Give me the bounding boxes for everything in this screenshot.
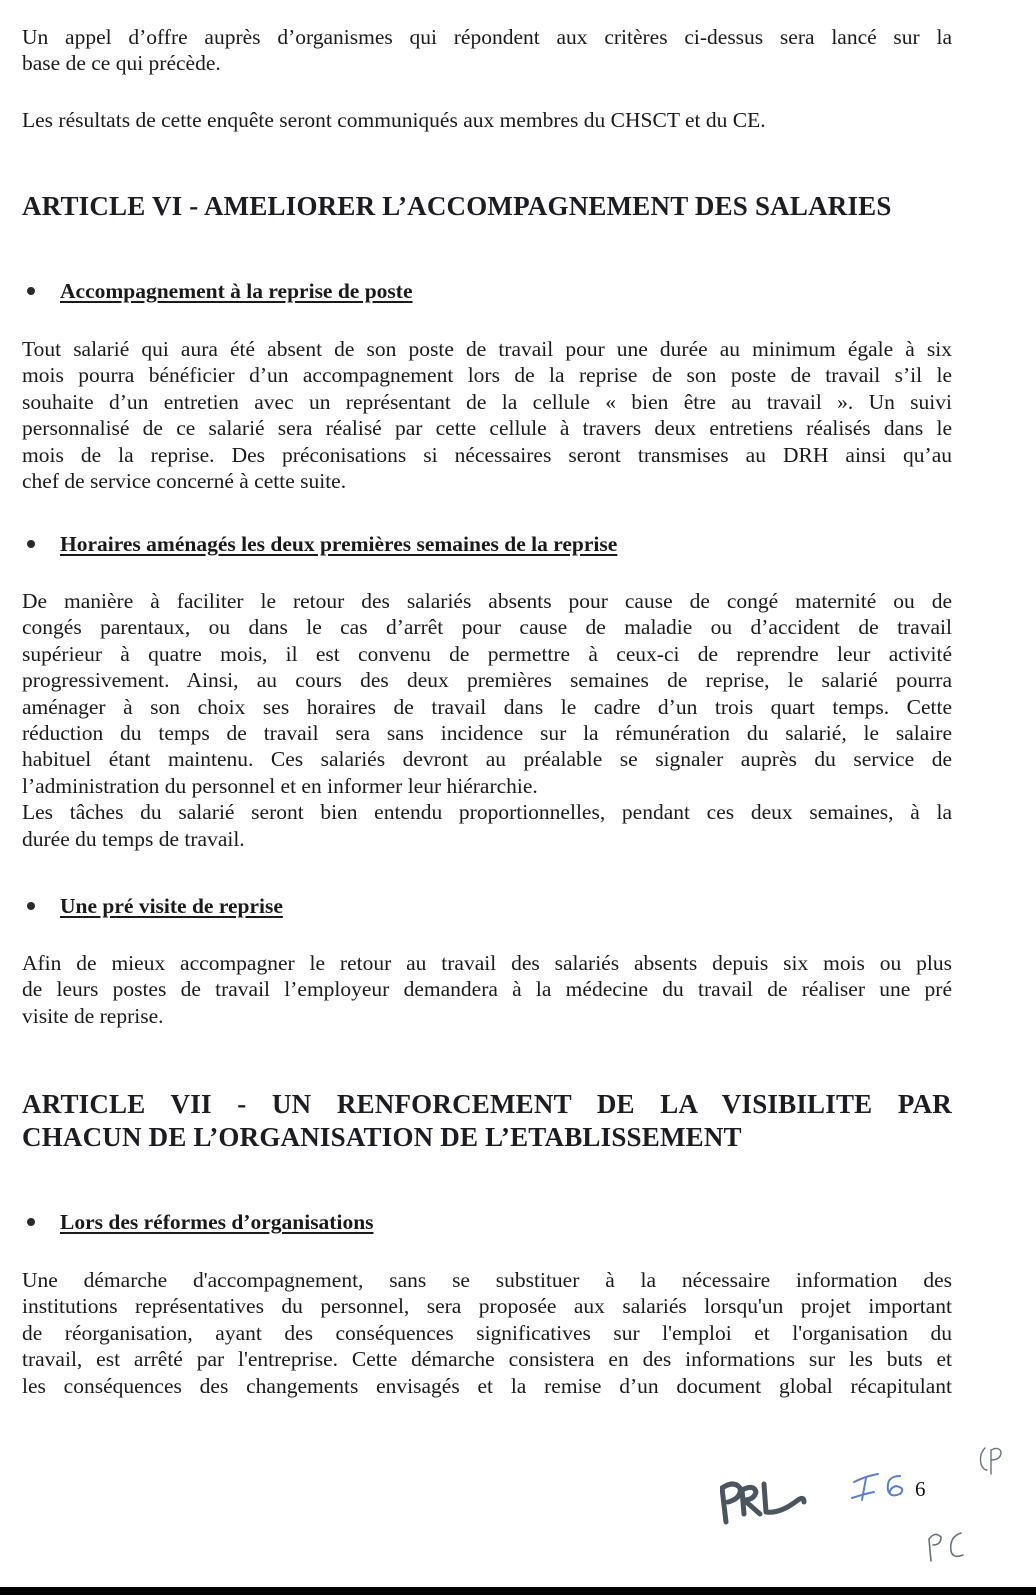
bullet-icon <box>27 540 35 548</box>
page-number: 6 <box>915 1477 926 1501</box>
handwritten-initials-cp <box>975 1440 1015 1480</box>
handwritten-initials-prl <box>720 1470 830 1530</box>
section-heading-horaires: Horaires aménagés les deux premières semaines de la reprise <box>22 531 617 557</box>
intro-paragraph-2 <box>22 107 952 133</box>
intro-paragraph-1 <box>22 24 952 77</box>
section-heading-pre-visite: Une pré visite de reprise <box>22 893 283 919</box>
section-body-horaires: De manière à faciliter le retour des salariés absents pour cause de congé maternité ou de congés parentaux, ou dans le cas d’arrêt pour cause de maladie ou d’accident de travail supérieur à quatre mois, il est convenu de permettre à ceux-ci de reprendre leur activité progressivement. Ainsi, au cours des deux premières semaines de reprise, le salarié pourra aménager à son choix ses horaires de travail dans le cadre d’un trois quart temps. Cette réduction du temps de travail sera sans incidence sur la rémunération du salarié, le salaire habituel étant maintenu. Ces salariés devront au préalable se signaler auprès du service de l’administration du personnel et en informer leur hiérarchie. Les tâches du salarié seront bien entendu proportionnelles, pendant ces deux semaines, à la durée du temps de travail. <box>22 589 952 851</box>
section-body-pre-visite: Afin de mieux accompagner le retour au travail des salariés absents depuis six mois ou plus de leurs postes de travail l’employeur demandera à la médecine du travail de réaliser une pré visite de reprise. <box>22 951 952 1028</box>
handwritten-initials-rc <box>925 1525 975 1565</box>
handwritten-initials-ig <box>850 1468 920 1508</box>
section-body-accompagnement: Tout salarié qui aura été absent de son poste de travail pour une durée au minimum égale à six mois pourra bénéficier d’un accompagnement lors de la reprise de son poste de travail s’il le souhaite d’un entretien avec un représentant de la cellule « bien être au travail ». Un suivi personnalisé de ce salarié sera réalisé par cette cellule à travers deux entretiens réalisés dans le mois de la reprise. Des préconisations si nécessaires seront transmises au DRH ainsi qu’au chef de service concerné à cette suite. <box>22 337 952 494</box>
bullet-icon <box>27 287 35 295</box>
text-line: base de ce qui précède. <box>22 51 221 76</box>
article-6-heading: ARTICLE VI - AMELIORER L’ACCOMPAGNEMENT DES SALARIES <box>22 191 892 221</box>
section-body-reformes: Une démarche d'accompagnement, sans se substituer à la nécessaire information des institutions représentatives du personnel, sera proposée aux salariés lorsqu'un projet important de réorganisation, ayant des conséquences significatives sur l'emploi et l'organisation du travail, est arrêté par l'entreprise. Cette démarche consistera en des informations sur les buts et les conséquences des changements envisagés et la remise d’un document global récapitulant <box>22 1268 952 1398</box>
section-heading-accompagnement: Accompagnement à la reprise de poste <box>22 278 413 304</box>
text-line: Un appel d’offre auprès d’organismes qui répondent aux critères ci-dessus sera lancé sur la <box>22 25 952 49</box>
scan-bottom-edge <box>0 1587 1036 1595</box>
bullet-icon <box>27 1218 35 1226</box>
section-heading-reformes: Lors des réformes d’organisations <box>22 1209 374 1235</box>
text-line: Les résultats de cette enquête seront communiqués aux membres du CHSCT et du CE. <box>22 108 766 132</box>
bullet-icon <box>27 902 35 910</box>
article-7-heading: ARTICLE VII - UN RENFORCEMENT DE LA VISIBILITE PAR CHACUN DE L’ORGANISATION DE L’ETABLISSEMENT <box>22 1089 952 1152</box>
